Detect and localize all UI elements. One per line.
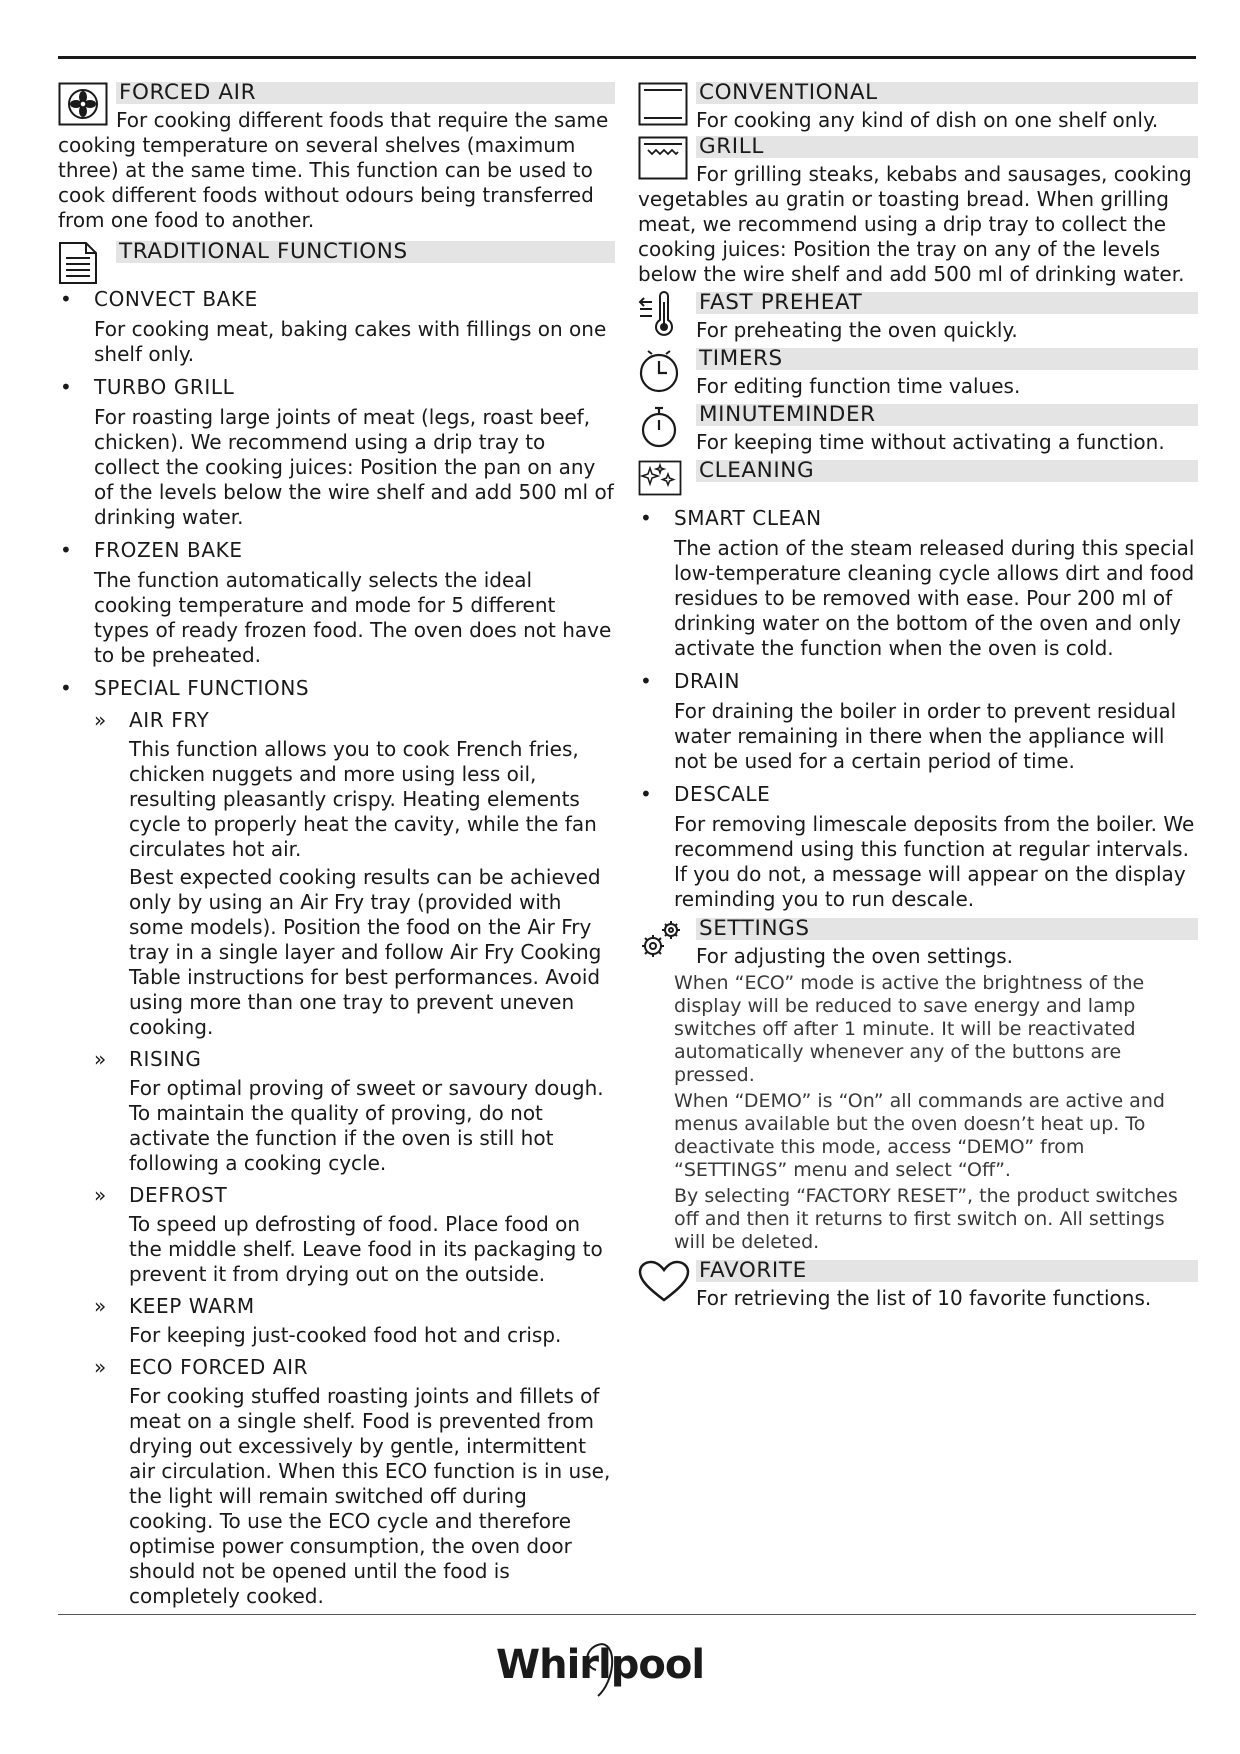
top-rule [58, 56, 1196, 59]
item-text: For cooking meat, baking cakes with fillings on one shelf only. [94, 317, 607, 366]
bullet: • [640, 669, 652, 693]
bullet: • [60, 676, 72, 700]
section-conventional [638, 82, 1198, 133]
sub-item-text-2: Best expected cooking results can be achieved only by using an Air Fry tray (provided with some models). Position the food on the Air Fry tray in a single layer and follow Air Fry Cooking Table instructions for best performances. Avoid using more than one tray to prevent uneven cooking. [129, 865, 602, 1039]
list-item [58, 375, 615, 530]
section-settings [638, 918, 1198, 1254]
sub-item-text: For keeping just-cooked food hot and crisp. [129, 1323, 562, 1347]
sub-item-text: For optimal proving of sweet or savoury dough. To maintain the quality of proving, do not activate the function if the oven is still hot following a cooking cycle. [129, 1076, 604, 1175]
sub-item-title: DEFROST [129, 1183, 228, 1207]
timers-body: For editing function time values. [696, 374, 1021, 398]
item-title: SPECIAL FUNCTIONS [94, 676, 310, 700]
item-text: For roasting large joints of meat (legs, roast beef, chicken). We recommend using a drip tray to collect the cooking juices: Position the pan on any of the levels below the wire shelf and add 500 ml of drinking water. [94, 405, 614, 529]
item-text: For removing limescale deposits from the boiler. We recommend using this function at regular intervals. If you do not, a message will appear on the display reminding you to run descale. [674, 812, 1195, 911]
settings-note-demo: When “DEMO” is “On” all commands are active and menus available but the oven doesn’t heat up. To deactivate this mode, access “DEMO” from “SETTINGS” menu and select “Off”. [674, 1090, 1165, 1181]
item-title: DRAIN [674, 669, 741, 693]
sub-item-text: For cooking stuffed roasting joints and fillets of meat on a single shelf. Food is prevented from drying out excessively by gentle, intermittent air circulation. When this ECO function is in use, the light will remain switched off during cooking. To use the ECO cycle and therefore optimise power consumption, the oven door should not be opened until the food is completely cooked. [129, 1384, 611, 1608]
sub-item-title: AIR FRY [129, 708, 210, 732]
list-icon [58, 241, 98, 285]
fast-preheat-title: FAST PREHEAT [696, 292, 1198, 314]
section-forced-air [58, 82, 615, 233]
cleaning-title: CLEANING [696, 460, 1198, 482]
list-item [58, 287, 615, 367]
sub-bullet: » [94, 708, 107, 732]
conventional-oven-icon [638, 82, 688, 126]
item-title: CONVECT BAKE [94, 287, 258, 311]
special-functions-list [94, 708, 615, 1609]
sub-bullet: » [94, 1355, 107, 1379]
gears-icon [638, 918, 684, 962]
section-grill [638, 136, 1198, 287]
list-item [58, 538, 615, 668]
grill-title: GRILL [696, 136, 1198, 158]
item-title: TURBO GRILL [94, 375, 235, 399]
fast-preheat-body: For preheating the oven quickly. [696, 318, 1018, 342]
section-minuteminder [638, 404, 1198, 455]
favorite-body: For retrieving the list of 10 favorite functions. [696, 1286, 1152, 1310]
conventional-body: For cooking any kind of dish on one shelf only. [696, 108, 1159, 132]
bullet: • [60, 287, 72, 311]
forced-air-title: FORCED AIR [116, 82, 615, 104]
traditional-functions-list [58, 287, 615, 1609]
list-item [638, 782, 1198, 912]
heart-icon [638, 1260, 690, 1304]
list-item [638, 669, 1198, 774]
settings-note-eco: When “ECO” mode is active the brightness of the display will be reduced to save energy and lamp switches off after 1 minute. It will be reactivated automatically whenever any of the buttons are pressed. [674, 972, 1145, 1086]
bullet: • [60, 375, 72, 399]
bullet: • [640, 506, 652, 530]
sub-item-text: This function allows you to cook French fries, chicken nuggets and more using less oil, resulting pleasantly crispy. Heating elements cycle to properly heat the cavity, while the fan circulates hot air. [129, 737, 597, 861]
section-traditional-functions [58, 241, 615, 1609]
section-fast-preheat [638, 292, 1198, 343]
sub-item-title: ECO FORCED AIR [129, 1355, 309, 1379]
grill-icon [638, 136, 688, 180]
sub-bullet: » [94, 1294, 107, 1318]
settings-body: For adjusting the oven settings. [696, 944, 1014, 968]
stopwatch-icon [638, 404, 684, 450]
sparkle-cleaning-icon [638, 460, 682, 496]
minuteminder-body: For keeping time without activating a function. [696, 430, 1165, 454]
conventional-title: CONVENTIONAL [696, 82, 1198, 104]
item-text: The function automatically selects the ideal cooking temperature and mode for 5 different types of ready frozen food. The oven does not have to be preheated. [94, 568, 612, 667]
sub-list-item [94, 1183, 615, 1287]
sub-list-item [94, 708, 615, 1040]
brand-logo [490, 1636, 705, 1706]
right-column [638, 82, 1198, 1311]
sub-item-title: KEEP WARM [129, 1294, 255, 1318]
settings-note-reset: By selecting “FACTORY RESET”, the product switches off and then it returns to first switch on. All settings will be deleted. [674, 1185, 1178, 1253]
sub-item-title: RISING [129, 1047, 202, 1071]
minuteminder-title: MINUTEMINDER [696, 404, 1198, 426]
sub-bullet: » [94, 1047, 107, 1071]
favorite-title: FAVORITE [696, 1260, 1198, 1282]
section-favorite [638, 1260, 1198, 1311]
item-text: The action of the steam released during this special low-temperature cleaning cycle allows dirt and food residues to be removed with ease. Pour 200 ml of drinking water on the bottom of the oven and only activate the function when the oven is cold. [674, 536, 1195, 660]
item-title: DESCALE [674, 782, 771, 806]
sub-list-item [94, 1047, 615, 1176]
section-cleaning [638, 460, 1198, 912]
traditional-functions-title: TRADITIONAL FUNCTIONS [116, 241, 615, 263]
list-item [58, 676, 615, 1609]
sub-list-item [94, 1294, 615, 1348]
fan-icon [58, 82, 108, 126]
item-title: FROZEN BAKE [94, 538, 243, 562]
list-item [638, 506, 1198, 661]
section-timers [638, 348, 1198, 399]
thermometer-icon [638, 292, 682, 336]
sub-bullet: » [94, 1183, 107, 1207]
bullet: • [60, 538, 72, 562]
grill-body: For grilling steaks, kebabs and sausages, cooking vegetables au gratin or toasting bread. When grilling meat, we recommend using a drip tray to collect the cooking juices: Position the tray on any of the levels below the wire shelf and add 500 ml of drinking water. [638, 162, 1192, 286]
cleaning-list [638, 506, 1198, 912]
item-text: For draining the boiler in order to prevent residual water remaining in there when the appliance will not be used for a certain period of time. [674, 699, 1177, 773]
bottom-rule [58, 1614, 1196, 1615]
sub-item-text: To speed up defrosting of food. Place food on the middle shelf. Leave food in its packaging to prevent it from drying out on the outside. [129, 1212, 603, 1286]
brand-logo-text: Whirlpool [496, 1642, 705, 1688]
sub-list-item [94, 1355, 615, 1609]
left-column [58, 82, 615, 1609]
forced-air-body: For cooking different foods that require the same cooking temperature on several shelves (maximum three) at the same time. This function can be used to cook different foods without odours being transferred from one food to another. [58, 108, 609, 232]
bullet: • [640, 782, 652, 806]
timer-icon [638, 348, 684, 394]
timers-title: TIMERS [696, 348, 1198, 370]
item-title: SMART CLEAN [674, 506, 822, 530]
settings-title: SETTINGS [696, 918, 1198, 940]
